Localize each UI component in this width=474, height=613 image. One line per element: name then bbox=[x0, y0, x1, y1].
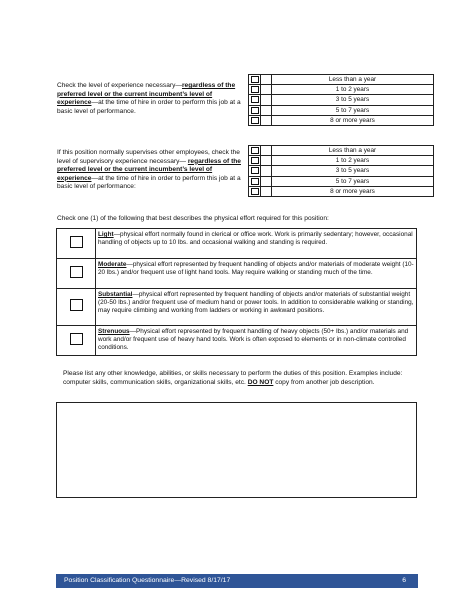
supervisory-option-row bbox=[249, 166, 434, 176]
other-skills-answer-box[interactable] bbox=[56, 402, 417, 498]
physical-effort-row bbox=[57, 326, 417, 356]
physical-moderate-description bbox=[96, 259, 417, 289]
experience-checkbox-1[interactable] bbox=[251, 86, 259, 93]
experience-checkbox-3[interactable] bbox=[251, 107, 259, 114]
supervisory-options-table bbox=[248, 145, 434, 197]
physical-effort-intro: Check one (1) of the following that best describes the physical effort required for this position: bbox=[57, 215, 329, 222]
experience-option-label: 5 to 7 years bbox=[272, 105, 434, 115]
supervisory-text-after: —at the time of hire in order to perform this job at a basic level of performance: bbox=[57, 174, 241, 191]
physical-strenuous-description bbox=[96, 326, 417, 356]
experience-option-label: 3 to 5 years bbox=[272, 95, 434, 105]
experience-option-label: 1 to 2 years bbox=[272, 85, 434, 95]
supervisory-question bbox=[57, 149, 247, 192]
experience-option-row bbox=[249, 115, 434, 125]
physical-light-text: —physical effort normally found in clerical or office work. Work is primarily sedentary; however, occasional handling of objects up to 10 lbs. and occasional walking and standing is required. bbox=[98, 231, 413, 247]
supervisory-option-row bbox=[249, 176, 434, 186]
other-text-after: copy from another job description. bbox=[273, 378, 375, 386]
experience-options-table bbox=[248, 74, 434, 126]
physical-substantial-text: —physical effort represented by frequent handling of objects and/or materials of substantial weight (20-50 lbs.) and/or frequent use of medium hand or power tools. In addition to considerable walking or standing, may require climbing and working from ladders or working in awkward positions. bbox=[98, 291, 414, 315]
physical-strenuous-checkbox[interactable] bbox=[70, 333, 83, 345]
physical-moderate-text: —physical effort represented by frequent handling of objects and/or materials of moderate weight (10-20 lbs.) and/or frequent use of light hand tools. May require walking or standing much of the time. bbox=[98, 261, 414, 277]
supervisory-option-label: 8 or more years bbox=[272, 186, 434, 196]
physical-moderate-term: Moderate bbox=[98, 261, 127, 268]
experience-option-row bbox=[249, 75, 434, 85]
other-text-before: Please list any other knowledge, abilities, or skills necessary to perform the duties of this position. Examples include: computer skills, communication skills, organizational skills, etc. bbox=[63, 370, 403, 386]
supervisory-checkbox-1[interactable] bbox=[251, 157, 259, 164]
supervisory-option-label: Less than a year bbox=[272, 146, 434, 156]
supervisory-option-row bbox=[249, 156, 434, 166]
supervisory-option-row bbox=[249, 146, 434, 156]
experience-checkbox-0[interactable] bbox=[251, 76, 259, 83]
experience-question bbox=[57, 82, 247, 116]
footer-page-number: 6 bbox=[402, 577, 406, 584]
physical-substantial-term: Substantial bbox=[98, 291, 133, 298]
supervisory-option-label: 3 to 5 years bbox=[272, 166, 434, 176]
physical-effort-table bbox=[56, 228, 417, 356]
experience-text-before: Check the level of experience necessary— bbox=[57, 82, 182, 89]
physical-light-term: Light bbox=[98, 231, 114, 238]
supervisory-checkbox-3[interactable] bbox=[251, 178, 259, 185]
experience-option-row bbox=[249, 105, 434, 115]
experience-text-after: —at the time of hire in order to perform this job at a basic level of performance. bbox=[57, 99, 241, 115]
physical-effort-row bbox=[57, 259, 417, 289]
footer-title: Position Classification Questionnaire—Revised 8/17/17 bbox=[64, 577, 231, 584]
experience-option-row bbox=[249, 85, 434, 95]
experience-option-label: Less than a year bbox=[272, 75, 434, 85]
experience-option-row bbox=[249, 95, 434, 105]
supervisory-checkbox-4[interactable] bbox=[251, 188, 259, 195]
physical-effort-row bbox=[57, 229, 417, 259]
experience-text-bold: regardless of the preferred level or the current incumbent’s level of experience bbox=[57, 82, 236, 107]
supervisory-text-before: If this position normally supervises other employees, check the level of supervisory experience necessary— bbox=[57, 149, 240, 165]
other-text-bold: DO NOT bbox=[247, 378, 274, 386]
physical-effort-row bbox=[57, 289, 417, 326]
physical-substantial-checkbox[interactable] bbox=[70, 299, 83, 311]
physical-substantial-description bbox=[96, 289, 417, 326]
supervisory-text-bold: regardless of the preferred level or the current incumbent’s level of experience bbox=[57, 157, 241, 182]
supervisory-option-label: 5 to 7 years bbox=[272, 176, 434, 186]
physical-light-checkbox[interactable] bbox=[70, 236, 83, 248]
supervisory-option-row bbox=[249, 186, 434, 196]
physical-strenuous-term: Strenuous bbox=[98, 328, 130, 335]
experience-checkbox-4[interactable] bbox=[251, 117, 259, 124]
experience-checkbox-2[interactable] bbox=[251, 96, 259, 103]
physical-strenuous-text: —Physical effort represented by frequent handling of heavy objects (50+ lbs.) and/or materials and work and/or frequent use of heavy hand tools. Work is often exposed to elements or in non-climate controlled conditions. bbox=[98, 328, 409, 352]
other-skills-instructions bbox=[63, 370, 421, 387]
experience-option-label: 8 or more years bbox=[272, 115, 434, 125]
physical-moderate-checkbox[interactable] bbox=[70, 266, 83, 278]
physical-light-description bbox=[96, 229, 417, 259]
supervisory-option-label: 1 to 2 years bbox=[272, 156, 434, 166]
supervisory-checkbox-2[interactable] bbox=[251, 167, 259, 174]
supervisory-checkbox-0[interactable] bbox=[251, 147, 259, 154]
page-footer bbox=[56, 574, 418, 588]
